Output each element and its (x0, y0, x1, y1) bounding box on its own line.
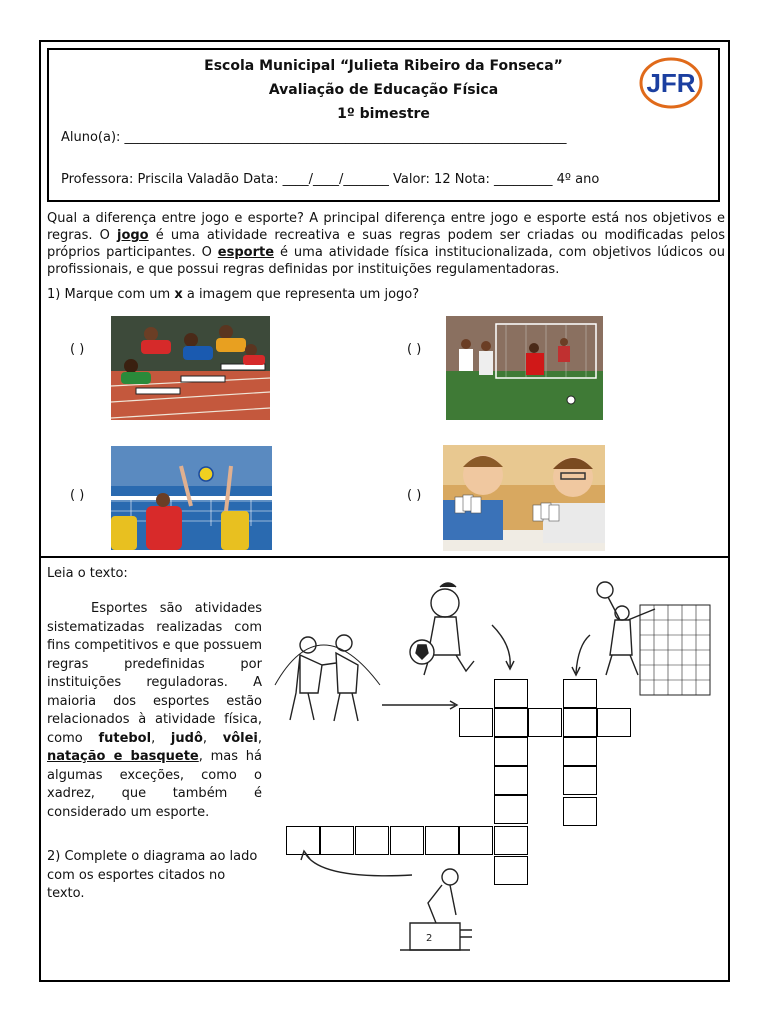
hurdles-photo (111, 316, 270, 420)
judo-drawing (275, 635, 380, 721)
header-box (47, 48, 720, 202)
intro-jogo: jogo (116, 228, 149, 243)
logo-text: JFR (646, 68, 696, 98)
volleyball-photo (111, 446, 272, 550)
option-hurdles-mark[interactable]: ( ) (70, 342, 85, 357)
swimmer-drawing (400, 869, 472, 950)
question-1 (47, 287, 419, 302)
read-instruction: Leia o texto: (47, 566, 128, 581)
soccer-photo (446, 316, 603, 420)
teacher-date-line: Professora: Priscila Valadão Data: ____/____/_______ Valor: 12 Nota: _________ 4º ano (61, 172, 600, 187)
arrow-volleyball (576, 635, 590, 673)
student-name-line: Aluno(a): ____________________________________________________________________ (61, 130, 567, 145)
option-soccer-mark[interactable]: ( ) (407, 342, 422, 357)
volleyball-drawing (597, 582, 710, 695)
intro-esporte: esporte (217, 245, 275, 260)
section-divider (39, 556, 730, 558)
option-volleyball-mark[interactable]: ( ) (70, 488, 85, 503)
term-title: 1º bimestre (337, 106, 430, 122)
q1-text-1: 1) Marque com um (47, 287, 175, 302)
sports-text-1: Esportes são atividades sistematizadas realizadas com fins competitivos e que possuem regras predefinidas por instituições reguladoras. A maioria dos esportes estão relacionados à atividade física, como (47, 601, 262, 746)
intro-text-2: é uma atividade recreativa e suas regras podem ser criadas ou modificadas pelos próprios participantes. O (47, 228, 725, 260)
crossword-illustrations (260, 575, 730, 970)
school-name: Escola Municipal “Julieta Ribeiro da Fonseca” (204, 58, 563, 74)
sport-volei: vôlei (222, 730, 258, 746)
sports-text: Esportes são atividades sistematizadas realizadas com fins competitivos e que possuem regras predefinidas por instituições reguladoras. A maioria dos esportes estão relacionados à atividade física, como futebol, judô, vôlei, natação e basquete, mas há algumas exceções, como o xadrez, que também é considerado um esporte. (47, 601, 262, 820)
sport-judo: judô (170, 730, 203, 746)
intro-text-1: Qual a diferença entre jogo e esporte? A principal diferença entre jogo e esporte está nos objetivos e regras. O (47, 211, 725, 243)
q1-text-2: a imagem que representa um jogo? (182, 287, 420, 302)
sports-text-2: , mas há algumas exceções, como o xadrez, que também é considerado um esporte. (47, 749, 262, 820)
sport-futebol: futebol (98, 730, 152, 746)
arrow-soccer (492, 625, 510, 667)
subject-title: Avaliação de Educação Física (268, 82, 499, 98)
intro-paragraph (47, 210, 725, 278)
option-cards-mark[interactable]: ( ) (407, 488, 422, 503)
school-logo (639, 56, 703, 110)
q1-x: x (174, 287, 183, 302)
intro-text-3: é uma atividade física institucionalizada, com objetivos lúdicos ou profissionais, e que possui regras definidas por instituições regulamentadoras. (47, 245, 725, 277)
card-game-photo (443, 445, 605, 551)
soccer-boy-drawing (410, 583, 474, 675)
arrow-swimmer (305, 853, 412, 876)
sport-natacao-basquete: natação e basquete (47, 749, 199, 764)
svg-text:2: 2 (426, 933, 433, 944)
question-2: 2) Complete o diagrama ao lado com os esportes citados no texto. (47, 849, 258, 901)
